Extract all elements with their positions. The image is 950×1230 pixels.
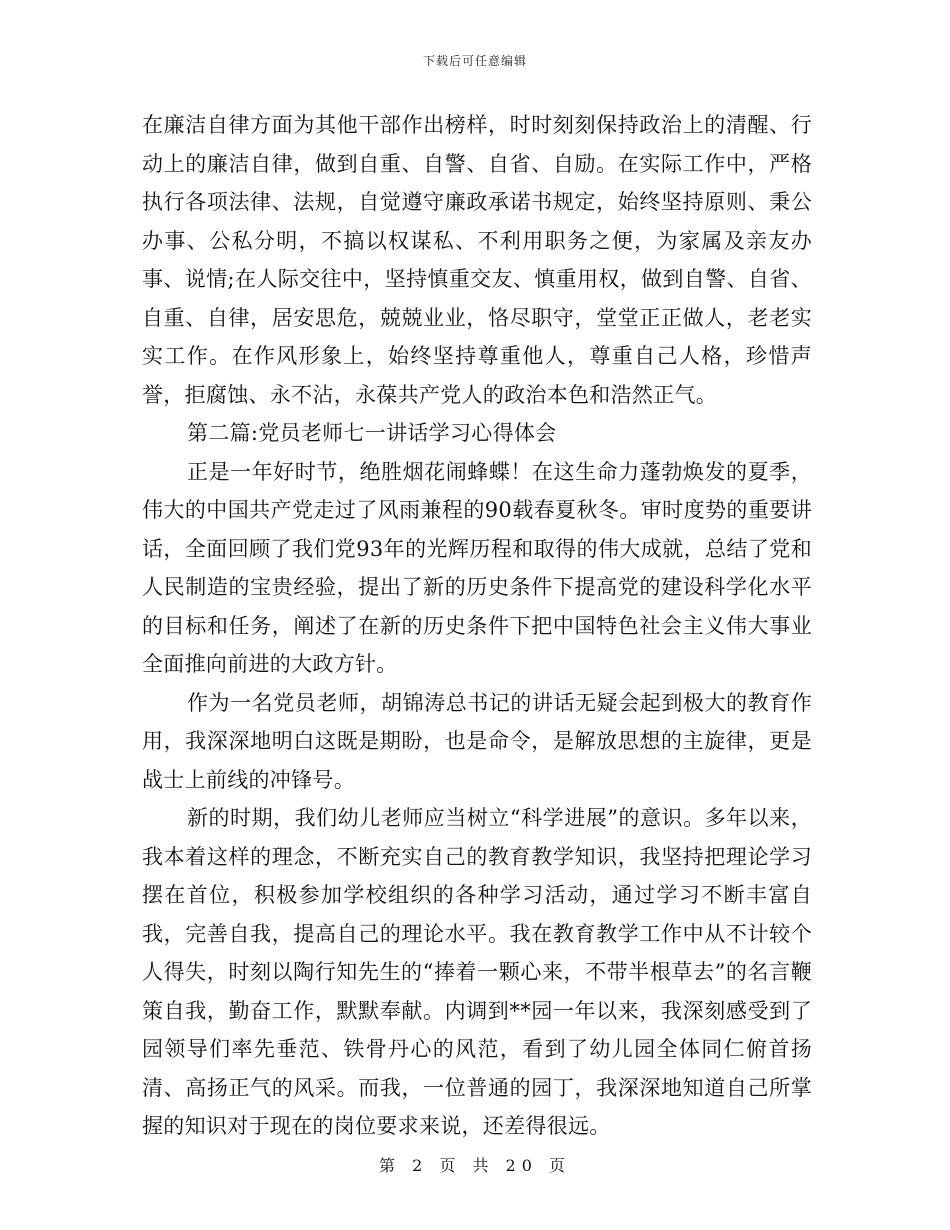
paragraph-1: 在廉洁自律方面为其他干部作出榜样，时时刻刻保持政治上的清醒、行动上的廉洁自律，做到自重、自警、自省、自励。在实际工作中，严格执行各项法律、法规，自觉遵守廉政承诺书规定，始终坚持原则、秉公办事、公私分明，不搞以权谋私、不利用职务之便，为家属及亲友办事、说情;在人际交往中，坚持慎重交友、慎重用权，做到自警、自省、自重、自律，居安思危，兢兢业业，恪尽职守，堂堂正正做人，老老实实工作。在作风形象上，始终坚持尊重他人，尊重自己人格，珍惜声誉，拒腐蚀、永不沾，永葆共产党人的政治本色和浩然正气。 [142,113,812,407]
paragraph-2: 正是一年好时节，绝胜烟花闹蜂蝶！在这生命力蓬勃焕发的夏季，伟大的中国共产党走过了风雨兼程的90载春夏秋冬。审时度势的重要讲话，全面回顾了我们党93年的光辉历程和取得的伟大成就，总结了党和人民制造的宝贵经验，提出了新的历史条件下提高党的建设科学化水平的目标和任务，阐述了在新的历史条件下把中国特色社会主义伟大事业全面推向前进的大政方针。 [142,459,812,676]
document-body [142,106,812,1146]
page-footer: 第 2 页 共 20 页 [379,1156,571,1175]
paragraph-4: 新的时期，我们幼儿老师应当树立“科学进展”的意识。多年以来，我本着这样的理念，不断充实自己的教育教学知识，我坚持把理论学习摆在首位，积极参加学校组织的各种学习活动，通过学习不断丰富自我，完善自我，提高自己的理论水平。我在教育教学工作中从不计较个人得失，时刻以陶行知先生的“捧着一颗心来，不带半根草去”的名言鞭策自我，勤奋工作，默默奉献。内调到**园一年以来，我深刻感受到了园领导们率先垂范、铁骨丹心的风范，看到了幼儿园全体同仁俯首扬清、高扬正气的风采。而我，一位普通的园丁，我深深地知道自己所掌握的知识对于现在的岗位要求来说，还差得很远。 [142,806,812,1138]
section-heading: 第二篇:党员老师七一讲话学习心得体会 [187,421,557,445]
page-header: 下载后可任意编辑 [422,54,527,68]
paragraph-3: 作为一名党员老师，胡锦涛总书记的讲话无疑会起到极大的教育作用，我深深地明白这既是期盼，也是命令，是解放思想的主旋律，更是战士上前线的冲锋号。 [142,690,812,792]
